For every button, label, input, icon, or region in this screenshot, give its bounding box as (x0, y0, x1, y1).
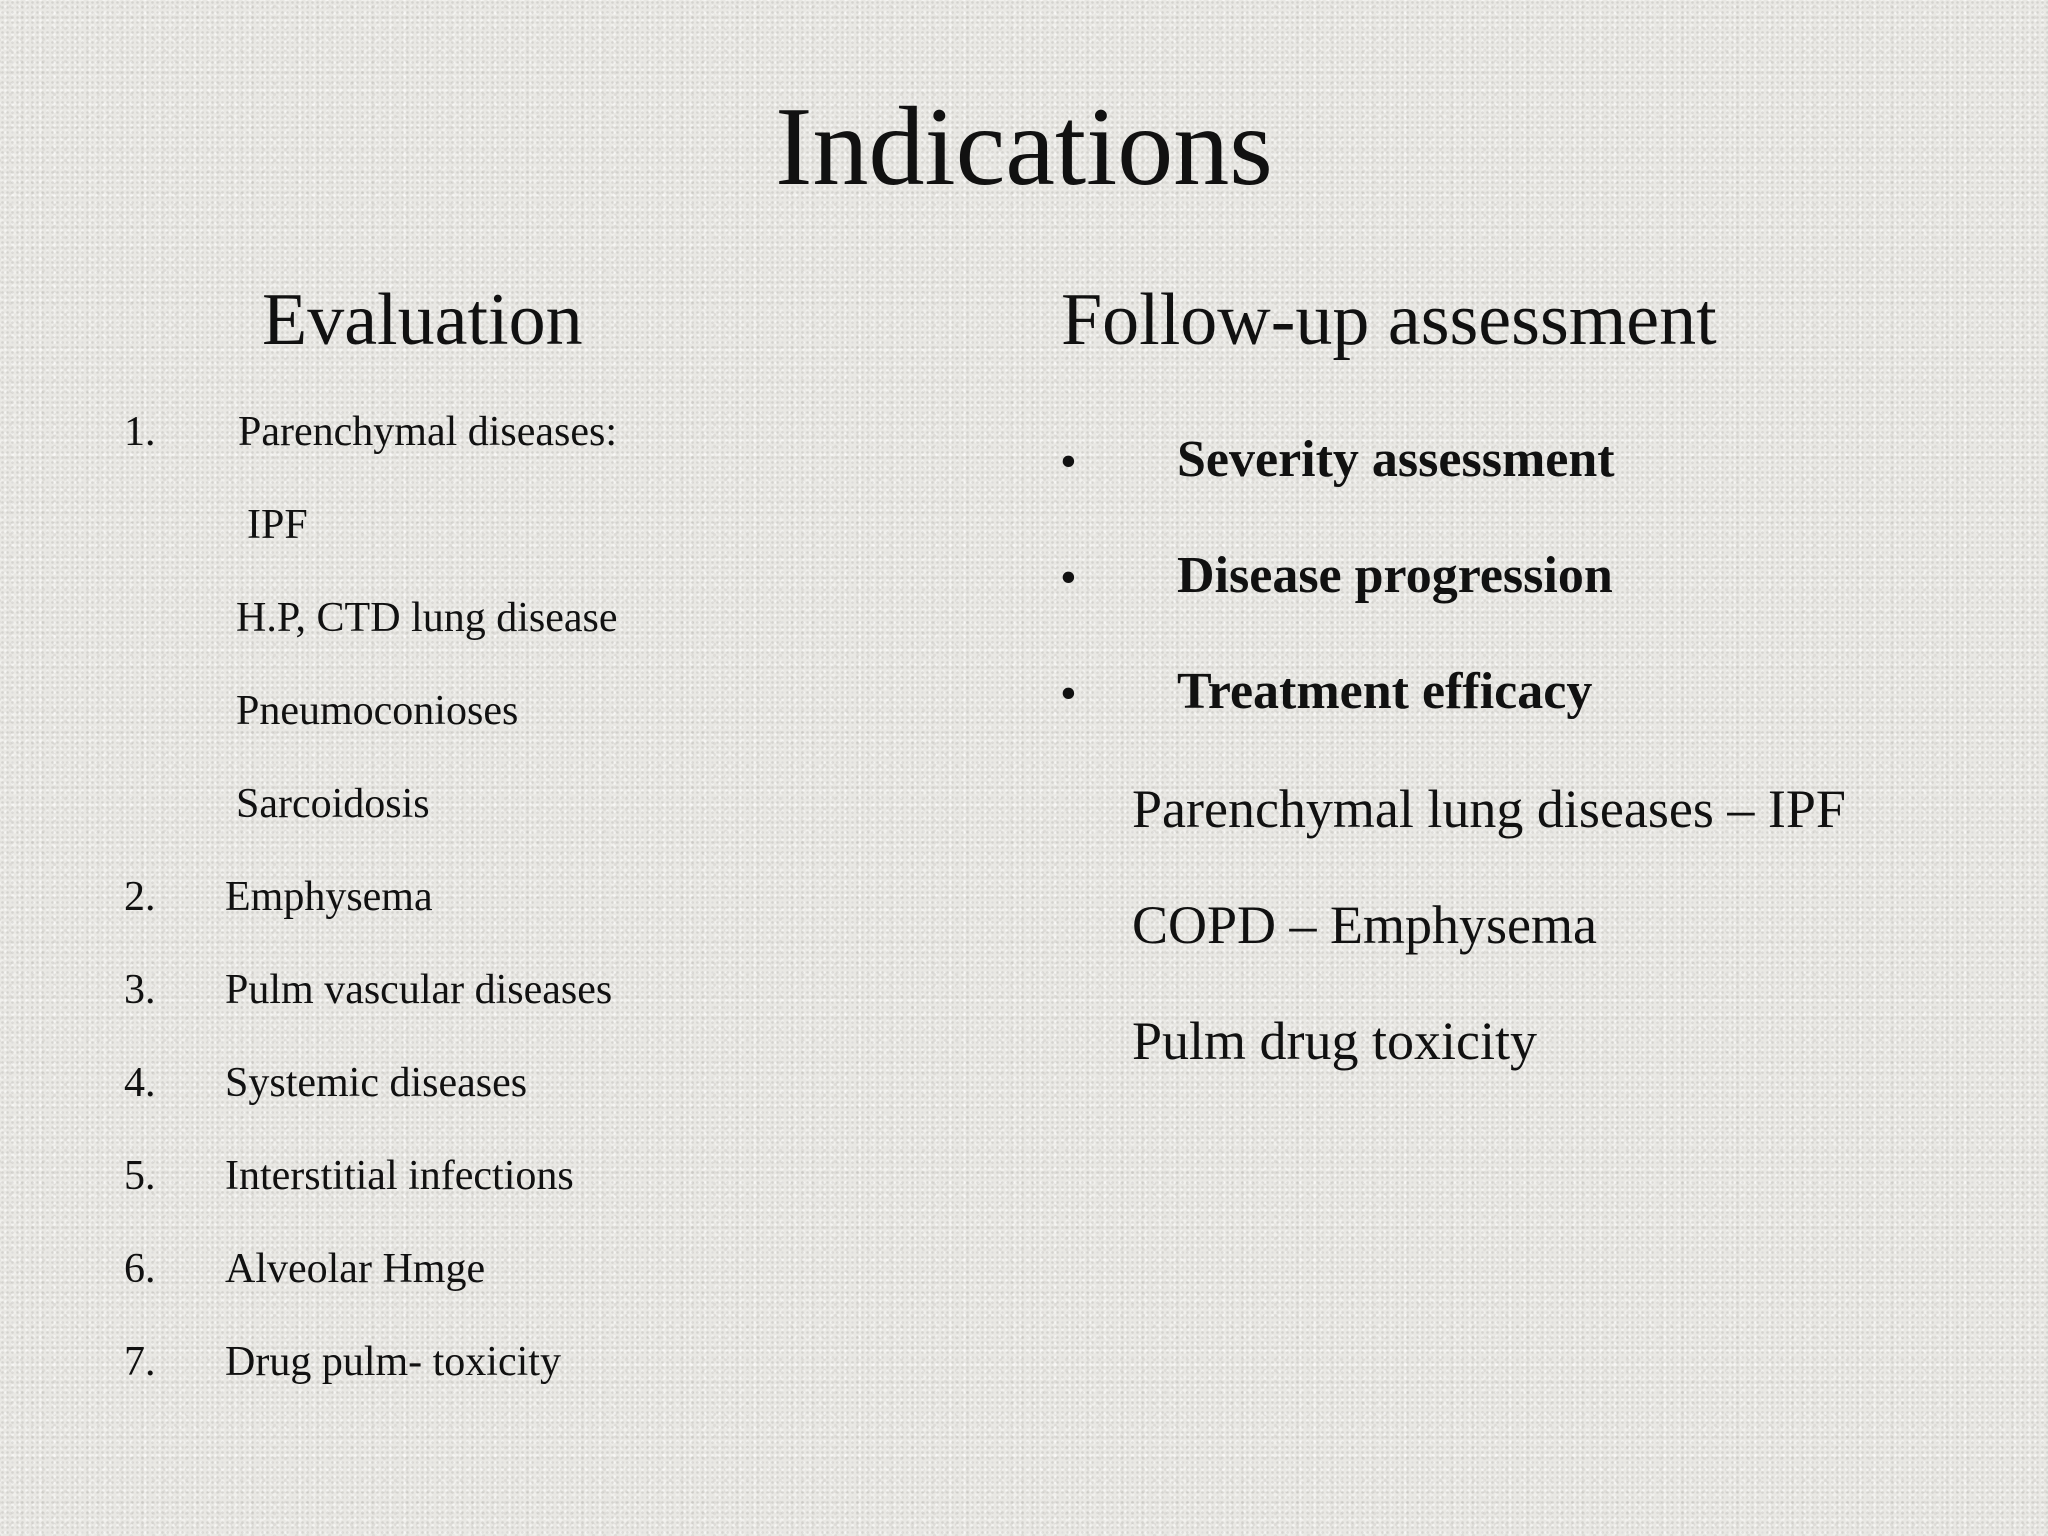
list-item-number: 4. (124, 1060, 156, 1106)
bullet-icon: • (1060, 551, 1077, 604)
list-item: H.P, CTD lung disease (236, 595, 618, 641)
list-item-number: 2. (124, 874, 156, 920)
list-item-number: 6. (124, 1246, 156, 1292)
list-item: Systemic diseases (225, 1060, 528, 1106)
list-item: Emphysema (225, 874, 433, 920)
list-item: Drug pulm- toxicity (225, 1339, 561, 1385)
followup-bullet-item: Treatment efficacy (1177, 663, 1593, 720)
list-item: IPF (247, 502, 308, 548)
followup-line: Pulm drug toxicity (1132, 1011, 1537, 1071)
list-item: Pneumoconioses (236, 688, 519, 734)
list-item-number: 5. (124, 1153, 156, 1199)
evaluation-heading: Evaluation (262, 279, 583, 361)
bullet-icon: • (1060, 435, 1077, 488)
followup-bullet-item: Disease progression (1177, 547, 1613, 604)
list-item: Sarcoidosis (236, 781, 430, 827)
bullet-icon: • (1060, 667, 1077, 720)
followup-heading: Follow-up assessment (1061, 279, 1717, 361)
list-item: Parenchymal diseases: (238, 409, 618, 455)
list-item: Pulm vascular diseases (225, 967, 613, 1013)
list-item: Alveolar Hmge (225, 1246, 486, 1292)
list-item: Interstitial infections (225, 1153, 574, 1199)
followup-bullet-item: Severity assessment (1177, 431, 1615, 488)
list-item-number: 1. (124, 409, 156, 455)
slide-title: Indications (775, 85, 1273, 209)
followup-line: COPD – Emphysema (1132, 895, 1597, 955)
followup-line: Parenchymal lung diseases – IPF (1132, 779, 1846, 839)
list-item-number: 7. (124, 1339, 156, 1385)
list-item-number: 3. (124, 967, 156, 1013)
